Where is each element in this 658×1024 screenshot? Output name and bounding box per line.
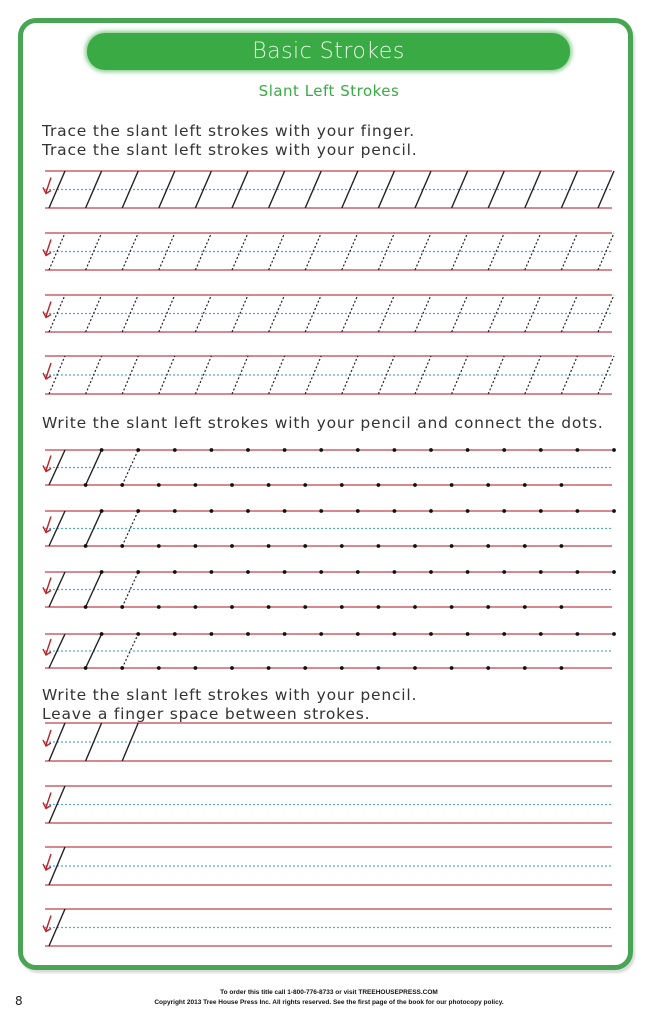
dashed-slant-stroke	[378, 295, 394, 332]
guide-dot	[429, 570, 433, 574]
guide-dot	[393, 448, 397, 452]
guide-dot	[210, 509, 214, 513]
guide-dot	[136, 632, 140, 636]
dashed-slant-stroke	[598, 356, 614, 394]
slant-stroke	[342, 171, 358, 208]
guide-dot	[100, 632, 104, 636]
guide-dot	[393, 570, 397, 574]
guide-dot	[612, 632, 616, 636]
dashed-slant-stroke	[598, 233, 614, 270]
guide-dot	[576, 632, 580, 636]
guide-dot	[576, 570, 580, 574]
guide-dot	[612, 570, 616, 574]
guide-dot	[194, 605, 198, 609]
guide-dot	[523, 483, 527, 487]
guide-dot	[560, 483, 564, 487]
slant-stroke	[598, 171, 614, 208]
guide-dot	[377, 666, 381, 670]
dashed-slant-stroke	[598, 295, 614, 332]
guide-dot	[340, 544, 344, 548]
guide-dot	[120, 605, 124, 609]
footer-order-info: To order this title call 1-800-776-8733 or visit TREEHOUSEPRESS.COM	[220, 989, 438, 996]
guide-dot	[502, 570, 506, 574]
slant-stroke	[122, 171, 138, 208]
guide-dot	[429, 448, 433, 452]
guide-dot	[246, 448, 250, 452]
guide-dot	[450, 544, 454, 548]
guide-dot	[267, 666, 271, 670]
guide-dot	[612, 448, 616, 452]
guide-dot	[173, 632, 177, 636]
instruction-trace-finger: Trace the slant left strokes with your finger.	[42, 122, 416, 140]
guide-dot	[486, 605, 490, 609]
guide-dot	[194, 544, 198, 548]
guide-dot	[230, 605, 234, 609]
guide-dot	[450, 666, 454, 670]
guide-dot	[173, 509, 177, 513]
page-number: 8	[15, 994, 23, 1008]
guide-dot	[413, 483, 417, 487]
guide-dot	[502, 448, 506, 452]
guide-dot	[136, 570, 140, 574]
dashed-slant-stroke	[561, 233, 577, 270]
guide-dot	[393, 632, 397, 636]
guide-dot	[576, 448, 580, 452]
guide-dot	[246, 570, 250, 574]
guide-dot	[340, 483, 344, 487]
dashed-slant-stroke	[342, 233, 358, 270]
instruction-connect-dots: Write the slant left strokes with your pencil and connect the dots.	[42, 414, 604, 432]
guide-dot	[246, 632, 250, 636]
guide-dot	[393, 509, 397, 513]
slant-stroke	[86, 572, 102, 607]
guide-dot	[230, 483, 234, 487]
guide-dot	[210, 632, 214, 636]
guide-dot	[267, 544, 271, 548]
guide-dot	[120, 483, 124, 487]
guide-dot	[157, 544, 161, 548]
guide-dot	[100, 570, 104, 574]
guide-dot	[84, 605, 88, 609]
guide-dot	[303, 483, 307, 487]
guide-dot	[413, 605, 417, 609]
guide-dot	[466, 570, 470, 574]
guide-dot	[84, 483, 88, 487]
guide-dot	[230, 666, 234, 670]
guide-dot	[429, 632, 433, 636]
guide-dot	[413, 666, 417, 670]
guide-dot	[173, 448, 177, 452]
guide-dot	[502, 509, 506, 513]
dashed-slant-stroke	[561, 295, 577, 332]
dashed-slant-stroke	[122, 356, 138, 394]
guide-dot	[319, 632, 323, 636]
guide-dot	[267, 605, 271, 609]
guide-dot	[486, 483, 490, 487]
slant-stroke	[86, 723, 102, 761]
guide-dot	[157, 605, 161, 609]
page-title: Basic Strokes	[252, 39, 405, 64]
guide-dot	[194, 483, 198, 487]
guide-dot	[612, 509, 616, 513]
guide-dot	[283, 632, 287, 636]
dashed-slant-stroke	[86, 295, 102, 332]
guide-dot	[136, 509, 140, 513]
guide-dot	[523, 544, 527, 548]
guide-dot	[560, 605, 564, 609]
guide-dot	[356, 570, 360, 574]
guide-dot	[340, 666, 344, 670]
dashed-slant-stroke	[342, 356, 358, 394]
dashed-slant-stroke	[86, 356, 102, 394]
guide-dot	[539, 632, 543, 636]
slant-stroke	[122, 723, 138, 761]
dashed-slant-stroke	[378, 356, 394, 394]
guide-dot	[303, 605, 307, 609]
guide-dot	[230, 544, 234, 548]
guide-dot	[466, 448, 470, 452]
guide-dot	[283, 509, 287, 513]
guide-dot	[450, 483, 454, 487]
guide-dot	[84, 666, 88, 670]
guide-dot	[377, 605, 381, 609]
guide-dot	[319, 570, 323, 574]
guide-dot	[100, 509, 104, 513]
slant-stroke	[86, 450, 102, 485]
guide-dot	[157, 666, 161, 670]
guide-dot	[539, 509, 543, 513]
guide-dot	[523, 605, 527, 609]
dashed-slant-stroke	[122, 295, 138, 332]
guide-dot	[502, 632, 506, 636]
dashed-slant-stroke	[561, 356, 577, 394]
guide-dot	[377, 483, 381, 487]
dashed-slant-stroke	[378, 233, 394, 270]
guide-dot	[450, 605, 454, 609]
instruction-write: Write the slant left strokes with your pencil.	[42, 686, 418, 704]
slant-stroke	[86, 171, 102, 208]
guide-dot	[560, 666, 564, 670]
guide-dot	[267, 483, 271, 487]
guide-dot	[120, 666, 124, 670]
guide-dot	[303, 666, 307, 670]
guide-dot	[283, 448, 287, 452]
guide-dot	[486, 544, 490, 548]
guide-dot	[560, 544, 564, 548]
page-subtitle: Slant Left Strokes	[258, 82, 400, 100]
guide-dot	[100, 448, 104, 452]
guide-dot	[210, 570, 214, 574]
guide-dot	[539, 570, 543, 574]
guide-dot	[194, 666, 198, 670]
guide-dot	[303, 544, 307, 548]
guide-dot	[340, 605, 344, 609]
guide-dot	[283, 570, 287, 574]
guide-dot	[466, 509, 470, 513]
guide-dot	[466, 632, 470, 636]
slant-stroke	[378, 171, 394, 208]
guide-dot	[486, 666, 490, 670]
dashed-slant-stroke	[86, 233, 102, 270]
guide-dot	[157, 483, 161, 487]
guide-dot	[576, 509, 580, 513]
slant-stroke	[86, 634, 102, 668]
guide-dot	[356, 632, 360, 636]
guide-dot	[539, 448, 543, 452]
dashed-slant-stroke	[122, 233, 138, 270]
guide-dot	[120, 544, 124, 548]
guide-dot	[429, 509, 433, 513]
guide-dot	[377, 544, 381, 548]
slant-stroke	[86, 511, 102, 546]
guide-dot	[523, 666, 527, 670]
instruction-trace-pencil: Trace the slant left strokes with your pencil.	[42, 141, 418, 159]
guide-dot	[319, 509, 323, 513]
footer-copyright: Copyright 2013 Tree House Press Inc. All rights reserved. See the first page of the book for our photocopy policy.	[154, 999, 504, 1006]
slant-stroke	[561, 171, 577, 208]
guide-dot	[356, 448, 360, 452]
guide-dot	[356, 509, 360, 513]
guide-dot	[173, 570, 177, 574]
guide-dot	[210, 448, 214, 452]
dashed-slant-stroke	[342, 295, 358, 332]
guide-dot	[136, 448, 140, 452]
guide-dot	[319, 448, 323, 452]
guide-dot	[84, 544, 88, 548]
instruction-finger-space: Leave a finger space between strokes.	[42, 705, 371, 723]
guide-dot	[413, 544, 417, 548]
guide-dot	[246, 509, 250, 513]
